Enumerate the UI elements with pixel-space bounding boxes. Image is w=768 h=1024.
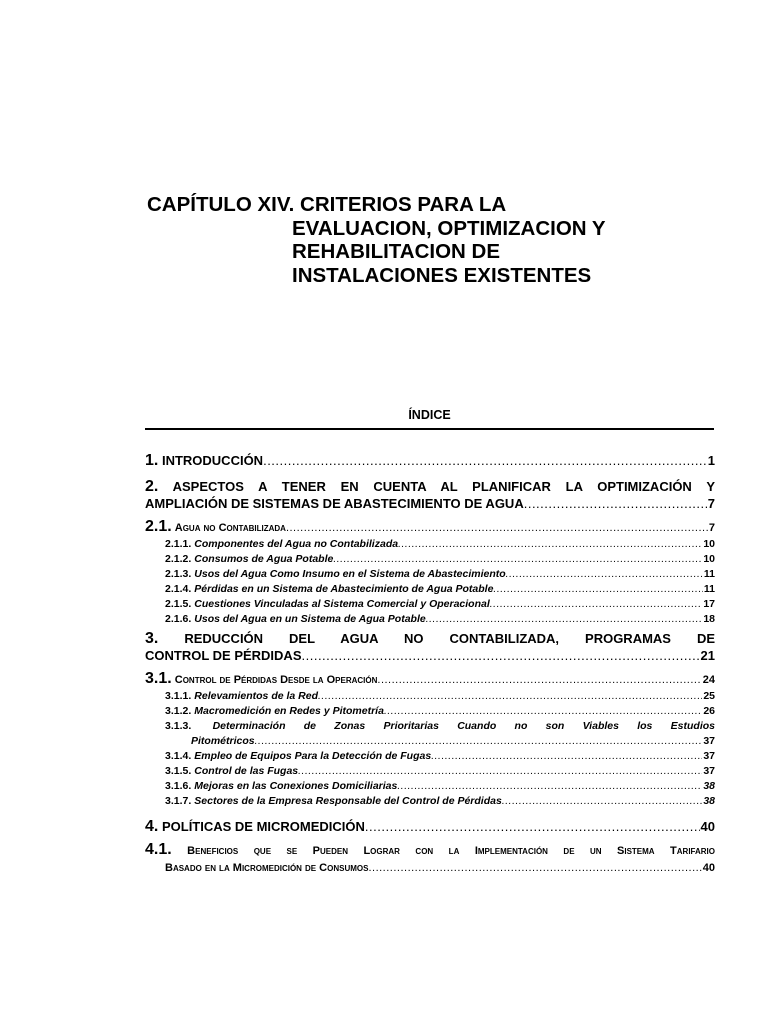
toc-entry-1[interactable] <box>145 452 715 469</box>
toc-entry-2-1-1[interactable] <box>145 537 715 552</box>
index-divider <box>145 428 714 430</box>
toc-entry-2-1-2[interactable] <box>145 552 715 567</box>
toc-page: 37 <box>703 765 715 777</box>
toc-title-line-1: REDUCCIÓN DEL AGUA NO CONTABILIZADA, PROGRAMAS DE <box>184 631 715 646</box>
toc-number: 1. <box>145 452 159 469</box>
toc-leader <box>302 647 700 664</box>
toc-page: 37 <box>703 750 715 762</box>
toc-title: Pérdidas en un Sistema de Abastecimiento de Agua Potable <box>194 583 494 595</box>
index-heading: ÍNDICE <box>408 408 451 422</box>
toc-title: Usos del Agua en un Sistema de Agua Potable <box>194 613 426 625</box>
toc-title: Cuestiones Vinculadas al Sistema Comercial y Operacional <box>194 598 490 610</box>
toc-leader <box>493 582 702 597</box>
toc-title: Control de las Fugas <box>194 765 299 777</box>
toc-entry-2-1[interactable] <box>145 518 715 537</box>
toc-number: 3.1.1. <box>165 690 192 702</box>
toc-number: 3.1.6. <box>165 780 192 792</box>
toc-leader <box>502 794 703 809</box>
chapter-title-line-4: INSTALACIONES EXISTENTES <box>292 263 592 287</box>
toc-leader <box>365 818 700 835</box>
toc-number: 4.1. <box>145 841 172 858</box>
toc-number: 3.1.3. <box>165 720 192 732</box>
toc-title-line-1: Beneficios que se Pueden Lograr con la Implementación de un Sistema Tarifario <box>187 845 716 857</box>
toc-page: 40 <box>702 862 715 874</box>
toc-leader <box>397 779 702 794</box>
toc-title: Empleo de Equipos Para la Detección de Fugas <box>194 750 432 762</box>
toc-entry-3-1-2[interactable] <box>145 704 715 719</box>
chapter-title-line-2: EVALUACION, OPTIMIZACION Y <box>292 216 606 240</box>
toc-page: 11 <box>703 583 715 595</box>
toc-number: 2.1. <box>145 518 172 535</box>
toc-page: 37 <box>703 735 715 747</box>
toc-entry-3[interactable] <box>145 630 715 664</box>
toc-page: 40 <box>700 819 715 834</box>
toc-leader <box>255 734 703 749</box>
toc-entry-3-1[interactable] <box>145 670 715 689</box>
toc-title: INTRODUCCIÓN <box>161 453 264 468</box>
chapter-title-line-1: CAPÍTULO XIV. CRITERIOS PARA LA <box>147 193 507 216</box>
toc-number: 2.1.4. <box>165 583 192 595</box>
toc-entry-4-1[interactable] <box>145 841 715 877</box>
toc-page: 25 <box>703 690 715 702</box>
toc-page: 26 <box>703 705 715 717</box>
toc-leader <box>263 452 707 469</box>
toc-leader <box>506 567 703 582</box>
toc-title-line-2: Pitométricos <box>191 735 255 747</box>
toc-entry-3-1-3[interactable] <box>145 719 715 749</box>
toc-page: 10 <box>703 538 715 550</box>
toc-title-line-2: AMPLIACIÓN DE SISTEMAS DE ABASTECIMIENTO DE AGUA <box>145 496 524 511</box>
toc-number: 2.1.2. <box>165 553 192 565</box>
toc-leader <box>368 860 701 877</box>
chapter-title-line-3: REHABILITACION DE <box>292 240 501 263</box>
toc-leader <box>318 689 702 704</box>
toc-entry-2-1-4[interactable] <box>145 582 715 597</box>
toc-title-line-1: ASPECTOS A TENER EN CUENTA AL PLANIFICAR LA OPTIMIZACIÓN Y <box>172 479 715 494</box>
toc-number: 2.1.3. <box>165 568 192 580</box>
toc-title-line-2: CONTROL DE PÉRDIDAS <box>145 648 302 663</box>
toc-leader <box>286 520 708 537</box>
toc-title: Relevamientos de la Red <box>194 690 318 702</box>
toc-leader <box>333 552 702 567</box>
toc-leader <box>490 597 703 612</box>
toc-leader <box>398 537 702 552</box>
toc-title-line-2: Basado en la Micromedición de Consumos <box>165 862 369 874</box>
toc-page: 7 <box>708 522 715 534</box>
toc-page: 24 <box>702 674 715 686</box>
toc-title-line-1: Determinación de Zonas Prioritarias Cuando no son Viables los Estudios <box>212 720 715 732</box>
toc-number: 3.1. <box>145 670 172 687</box>
table-of-contents <box>145 452 715 877</box>
toc-title: Componentes del Agua no Contabilizada <box>194 538 399 550</box>
toc-number: 3.1.2. <box>165 705 192 717</box>
toc-page: 38 <box>703 795 715 807</box>
toc-title: Control de Pérdidas Desde la Operación <box>174 674 378 686</box>
toc-entry-3-1-4[interactable] <box>145 749 715 764</box>
toc-page: 1 <box>707 453 715 468</box>
toc-title: POLÍTICAS DE MICROMEDICIÓN <box>161 819 365 834</box>
toc-leader <box>431 749 702 764</box>
toc-page: 11 <box>703 568 715 580</box>
toc-leader <box>524 495 707 512</box>
toc-entry-2-1-5[interactable] <box>145 597 715 612</box>
toc-title: Agua no Contabilizada <box>174 522 286 534</box>
toc-page: 18 <box>703 613 715 625</box>
toc-entry-3-1-7[interactable] <box>145 794 715 809</box>
toc-number: 4. <box>145 818 159 835</box>
toc-page: 21 <box>700 648 715 663</box>
toc-leader <box>426 612 703 627</box>
toc-leader <box>377 672 701 689</box>
toc-number: 2.1.1. <box>165 538 192 550</box>
toc-title: Consumos de Agua Potable <box>194 553 334 565</box>
toc-number: 2. <box>145 478 159 495</box>
toc-leader <box>298 764 702 779</box>
toc-number: 3.1.4. <box>165 750 192 762</box>
toc-entry-3-1-1[interactable] <box>145 689 715 704</box>
toc-number: 2.1.5. <box>165 598 192 610</box>
toc-page: 38 <box>703 780 715 792</box>
toc-title: Sectores de la Empresa Responsable del Control de Pérdidas <box>194 795 502 807</box>
toc-title: Usos del Agua Como Insumo en el Sistema de Abastecimiento <box>194 568 506 580</box>
chapter-title <box>147 193 606 287</box>
toc-entry-3-1-5[interactable] <box>145 764 715 779</box>
toc-entry-4[interactable] <box>145 818 715 835</box>
toc-entry-2[interactable] <box>145 478 715 512</box>
toc-entry-2-1-3[interactable] <box>145 567 715 582</box>
toc-number: 2.1.6. <box>165 613 192 625</box>
toc-title: Macromedición en Redes y Pitometría <box>194 705 384 717</box>
toc-leader <box>384 704 702 719</box>
toc-page: 7 <box>707 496 715 511</box>
toc-number: 3.1.7. <box>165 795 192 807</box>
toc-page: 17 <box>703 598 715 610</box>
toc-title: Mejoras en las Conexiones Domiciliarias <box>194 780 398 792</box>
toc-entry-2-1-6[interactable] <box>145 612 715 627</box>
toc-number: 3. <box>145 630 159 647</box>
toc-entry-3-1-6[interactable] <box>145 779 715 794</box>
toc-number: 3.1.5. <box>165 765 192 777</box>
toc-page: 10 <box>703 553 715 565</box>
